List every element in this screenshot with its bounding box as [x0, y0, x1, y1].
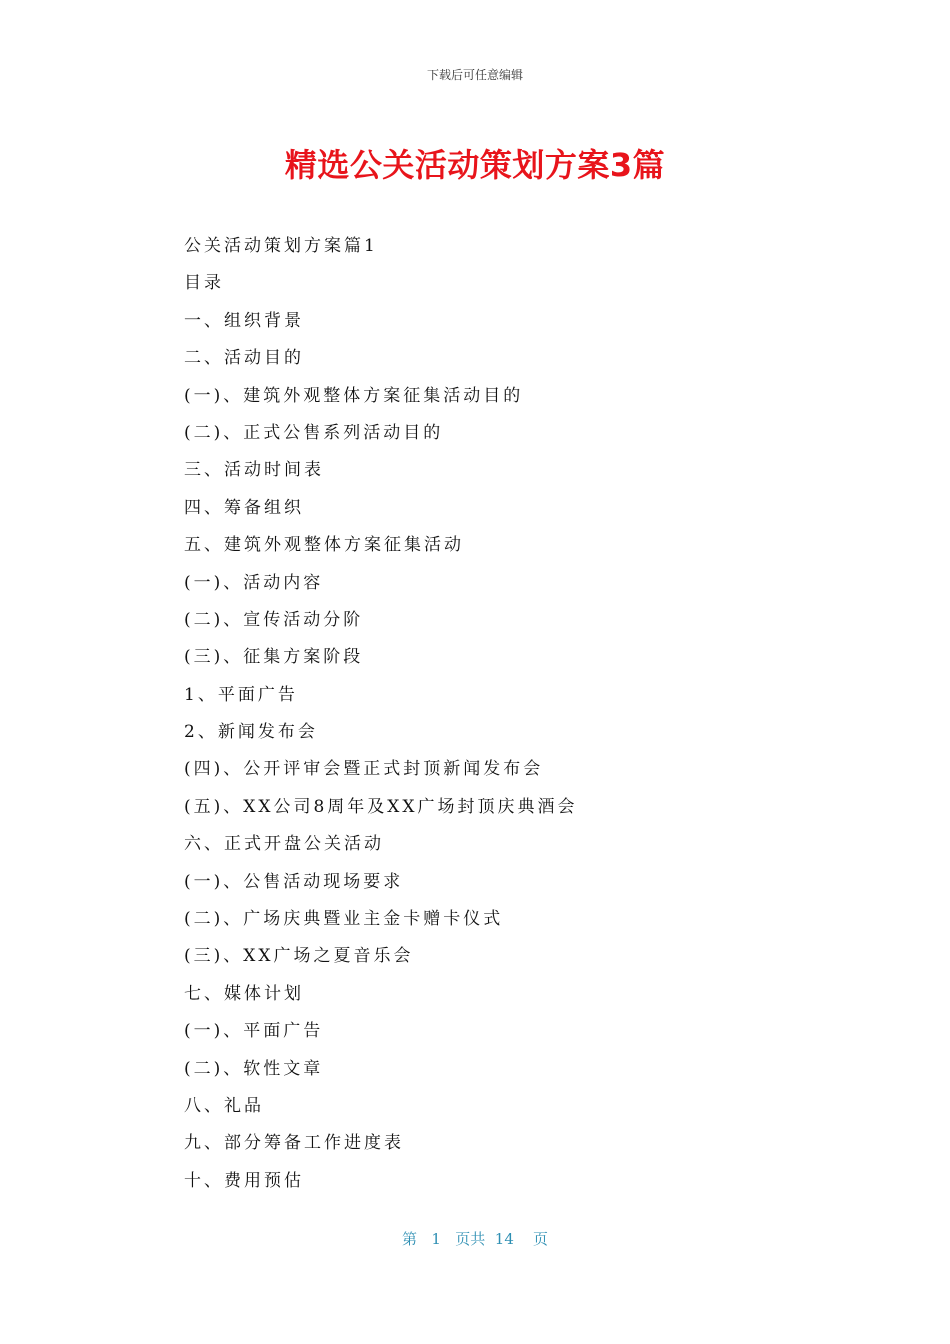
toc-line: 二、活动目的: [184, 348, 304, 369]
toc-line: (一)、建筑外观整体方案征集活动目的: [184, 385, 524, 406]
toc-line: 1、平面广告: [184, 684, 298, 705]
footer-prefix: 第: [402, 1230, 418, 1248]
toc-line: 2、新闻发布会: [184, 722, 318, 743]
toc-line: (二)、软性文章: [184, 1058, 324, 1079]
toc-line: (二)、广场庆典暨业主金卡赠卡仪式: [184, 909, 504, 930]
toc-line: 十、费用预估: [184, 1170, 304, 1191]
toc-line: 一、组织背景: [184, 310, 304, 331]
toc-line: 八、礼品: [184, 1095, 264, 1116]
toc-line: 四、筹备组织: [184, 497, 304, 518]
toc-line: (二)、宣传活动分阶: [184, 609, 364, 630]
toc-line: (三)、征集方案阶段: [184, 647, 364, 668]
toc-line: (三)、XX广场之夏音乐会: [184, 946, 414, 967]
toc-line: (一)、活动内容: [184, 572, 324, 593]
footer-suffix: 页: [532, 1230, 548, 1248]
total-pages-number: 14: [494, 1230, 514, 1248]
document-title: 精选公关活动策划方案3篇: [284, 146, 666, 184]
table-of-contents: [184, 228, 824, 1200]
toc-line: 三、活动时间表: [184, 460, 324, 481]
toc-line: 六、正式开盘公关活动: [184, 834, 384, 855]
toc-line: (一)、平面广告: [184, 1021, 324, 1042]
toc-line: 公关活动策划方案篇1: [184, 236, 378, 256]
toc-line: (四)、公开评审会暨正式封顶新闻发布会: [184, 759, 544, 780]
toc-line: (五)、XX公司8周年及XX广场封顶庆典酒会: [184, 796, 578, 817]
footer-middle: 页共: [455, 1230, 486, 1248]
toc-line: 目录: [184, 273, 224, 294]
toc-line: (二)、正式公售系列活动目的: [184, 422, 444, 443]
toc-line: (一)、公售活动现场要求: [184, 871, 404, 892]
toc-line: 七、媒体计划: [184, 983, 304, 1004]
page-header: 下载后可任意编辑: [426, 68, 523, 82]
toc-line: 五、建筑外观整体方案征集活动: [184, 535, 464, 556]
page-footer: [0, 1228, 950, 1249]
current-page-number: 1: [431, 1230, 441, 1248]
toc-line: 九、部分筹备工作进度表: [184, 1133, 404, 1154]
